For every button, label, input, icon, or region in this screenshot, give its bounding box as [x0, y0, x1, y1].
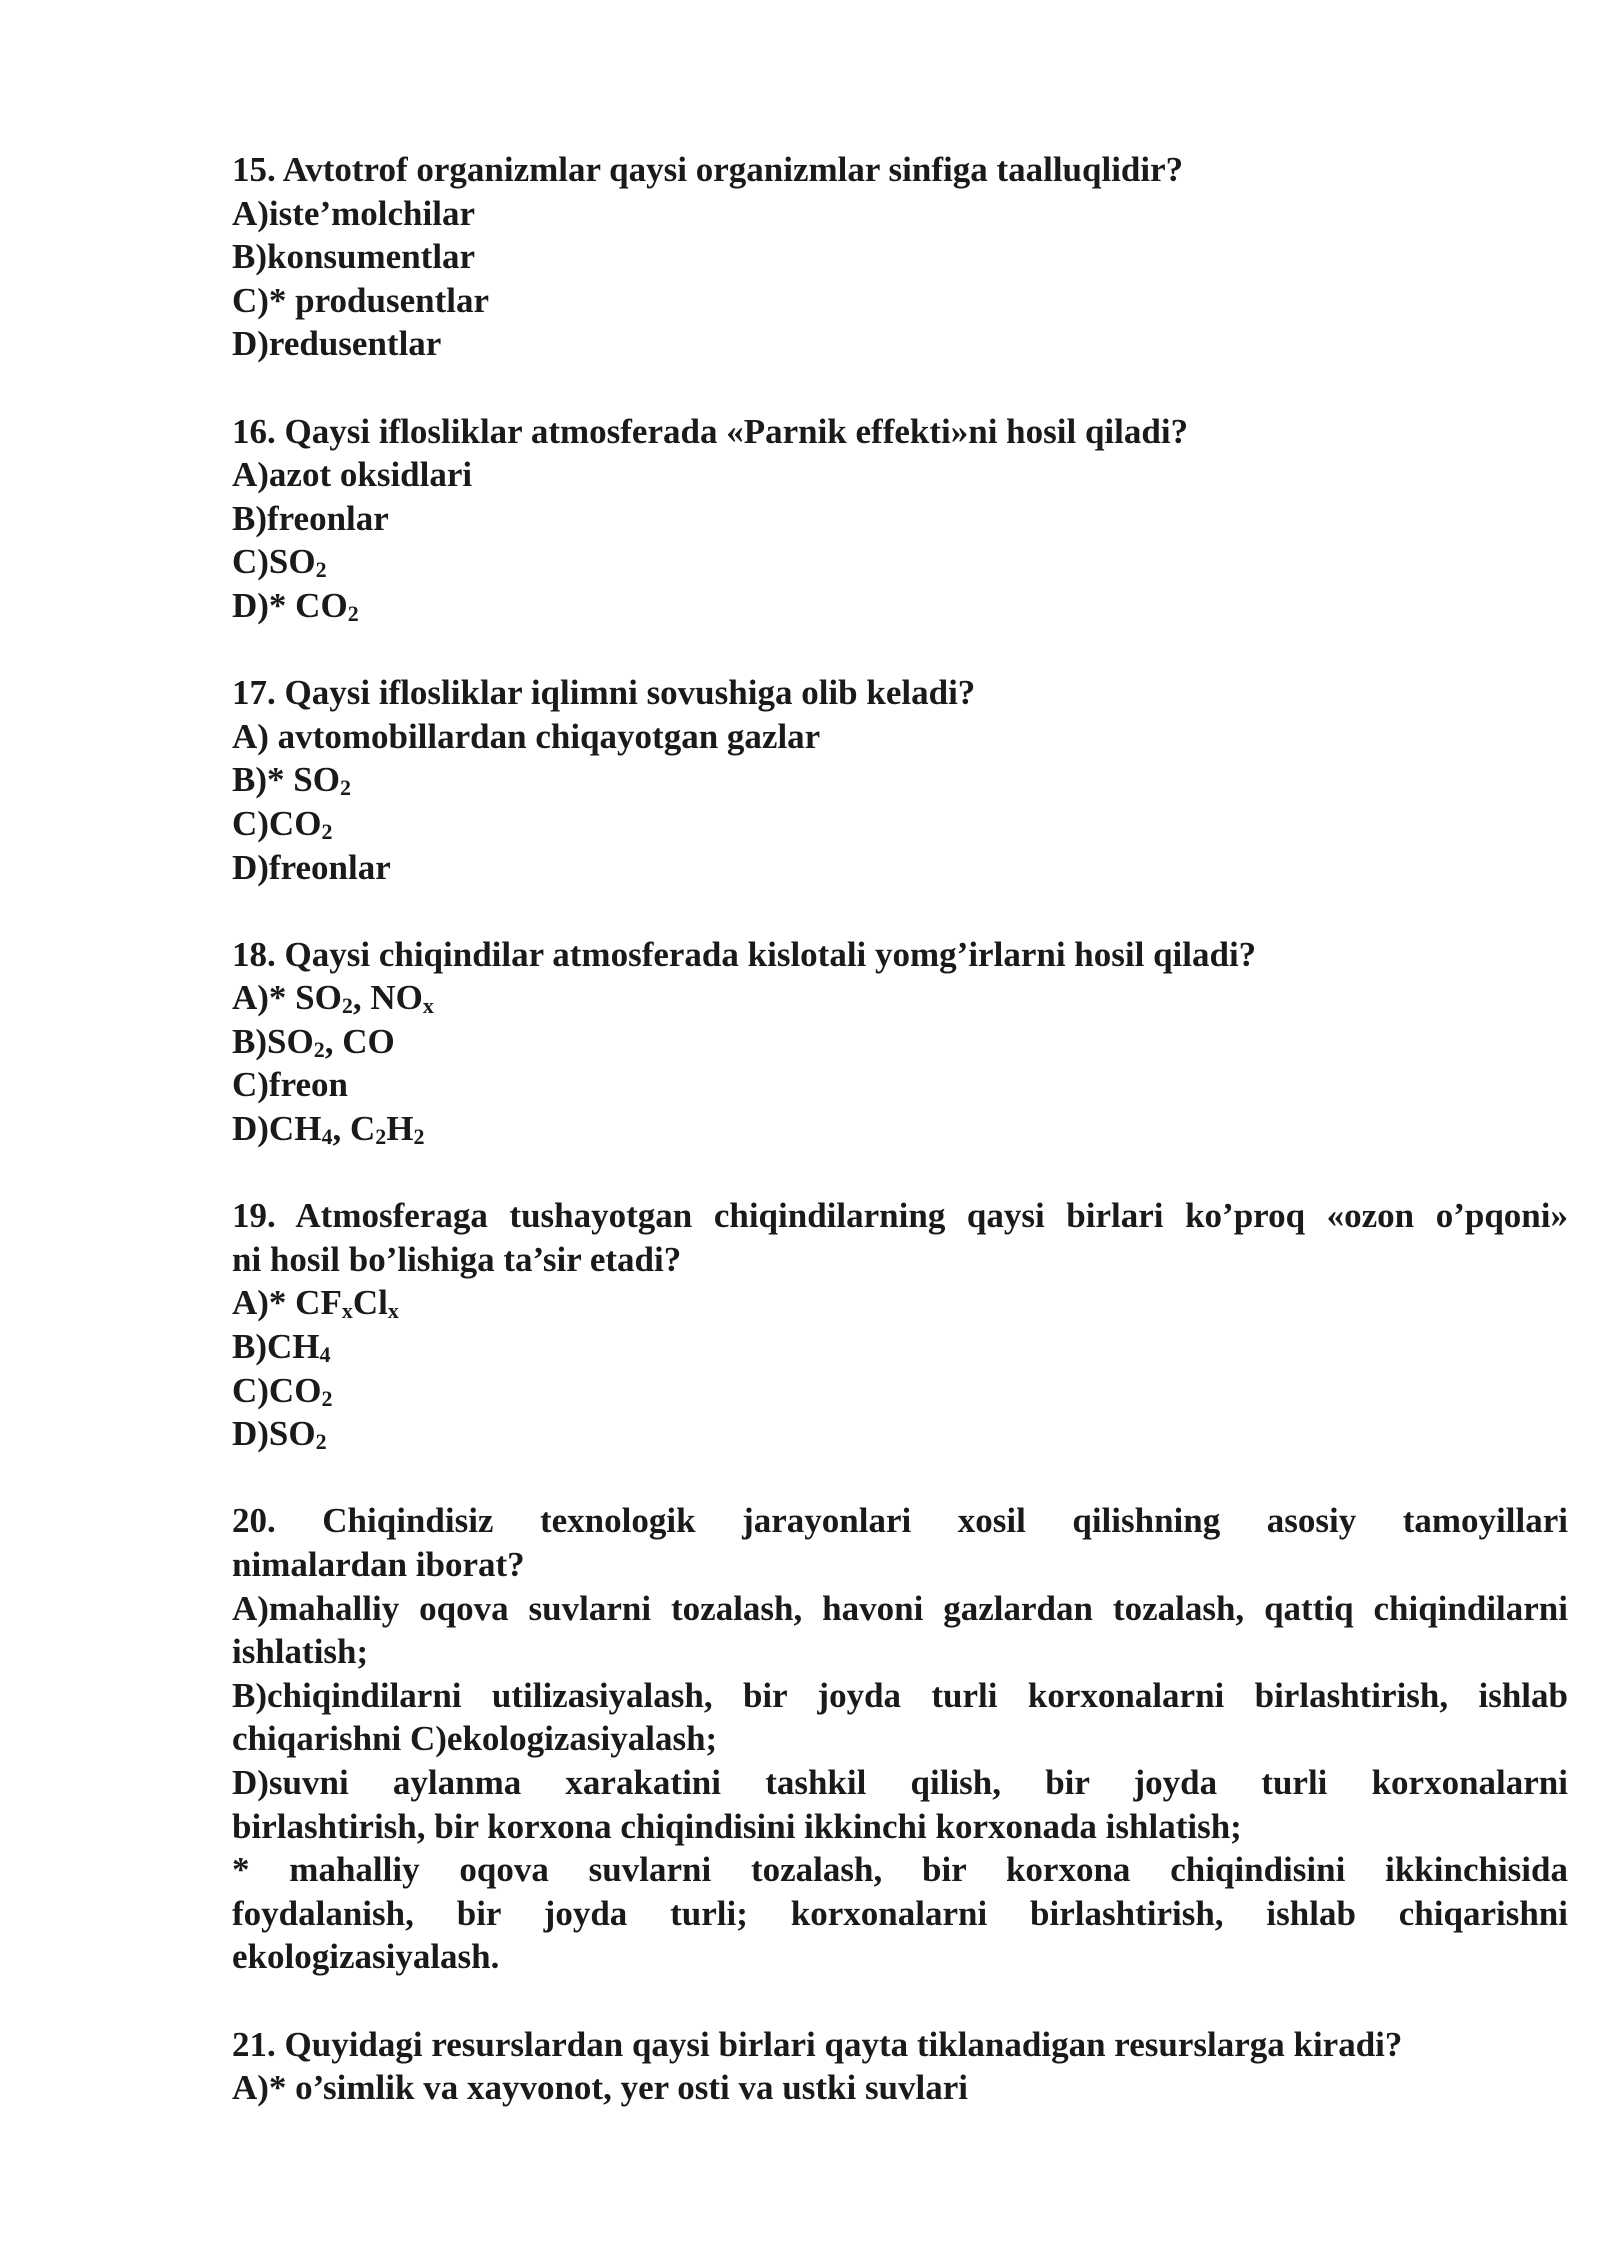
answer-option-d	[232, 1107, 1568, 1151]
subscript: x	[387, 1298, 399, 1324]
subscript: 4	[321, 1124, 333, 1150]
option-text: , C	[332, 1109, 376, 1149]
option-text: D)CH	[232, 1109, 322, 1149]
subscript: x	[341, 1298, 353, 1324]
answer-option-b: B)konsumentlar	[232, 237, 476, 277]
option-text: B)CH	[232, 1327, 320, 1367]
subscript: 2	[375, 1124, 387, 1150]
answer-option-correct: foydalanish, bir joyda turli; korxonalarni birlashtirish, ishlab chiqarishni	[232, 1893, 1568, 1933]
question-19	[232, 1194, 1568, 1456]
option-text: C)CO	[232, 1370, 322, 1410]
option-text: C)CO	[232, 803, 322, 843]
question-stem: 18. Qaysi chiqindilar atmosferada kislotali yomg’irlarni hosil qiladi?	[232, 934, 1257, 974]
option-text: , CO	[324, 1021, 395, 1061]
subscript: 2	[321, 818, 333, 844]
question-21	[232, 2023, 1568, 2110]
option-text: D)* CO	[232, 585, 348, 625]
answer-option-d	[232, 1412, 1568, 1456]
subscript: 2	[341, 993, 353, 1019]
question-16	[232, 410, 1568, 628]
answer-option-b	[232, 1325, 1568, 1369]
answer-option-c	[232, 1369, 1568, 1413]
option-text: B)SO	[232, 1021, 314, 1061]
answer-option-a	[232, 1281, 1568, 1325]
question-stem: 16. Qaysi ifloslіklar atmosferada «Parnik effekti»ni hosil qiladi?	[232, 411, 1189, 451]
option-text: A)* SO	[232, 978, 342, 1018]
question-stem: ni hosil bo’lishiga ta’sir etadi?	[232, 1239, 682, 1279]
answer-option-a: A)azot oksidlari	[232, 455, 473, 495]
subscript: 2	[313, 1036, 325, 1062]
question-stem: 19. Atmosferaga tushayotgan chiqindilarning qaysi birlari ko’proq «ozon o’pqoni»	[232, 1196, 1568, 1236]
answer-option-d: birlashtirish, bir korxona chiqindisini ikkinchi korxonada ishlatish;	[232, 1806, 1242, 1846]
answer-option-d: D)suvni aylanma xarakatini tashkil qilish, bir joyda turli korxonalarni	[232, 1762, 1568, 1802]
subscript: x	[422, 993, 434, 1019]
answer-option-a	[232, 976, 1568, 1020]
answer-option-correct: * mahalliy oqova suvlarni tozalash, bir korxona chiqindisini ikkinchisida	[232, 1850, 1568, 1890]
answer-option-a: A)mahalliy oqova suvlarni tozalash, havoni gazlardan tozalash, qattiq chiqindilarni	[232, 1588, 1568, 1628]
subscript: 2	[347, 600, 359, 626]
answer-option-b	[232, 758, 1568, 802]
option-text: B)* SO	[232, 760, 340, 800]
question-18	[232, 933, 1568, 1151]
answer-option-d: D)freonlar	[232, 847, 391, 887]
answer-option-d	[232, 584, 1568, 628]
answer-option-a: ishlatish;	[232, 1632, 369, 1672]
answer-option-correct: ekologizasiyalash.	[232, 1937, 500, 1977]
question-stem: 21. Quyidagi resurslardan qaysi birlari qayta tiklanadigan resurslarga kiradi?	[232, 2024, 1403, 2064]
subscript: 2	[315, 557, 327, 583]
answer-option-a: A) avtomobillardan chiqayotgan gazlar	[232, 716, 821, 756]
question-stem: nimalardan iborat?	[232, 1545, 525, 1584]
option-text: A)* CF	[232, 1283, 342, 1323]
answer-option-b: chiqarishni C)ekologizasiyalash;	[232, 1719, 718, 1759]
answer-option-c	[232, 540, 1568, 584]
option-text: H	[386, 1109, 414, 1149]
subscript: 2	[413, 1124, 425, 1150]
answer-option-c: C)freon	[232, 1065, 348, 1105]
option-text: Cl	[352, 1283, 388, 1323]
answer-option-c	[232, 802, 1568, 846]
question-stem: 20. Chiqindisiz texnologik jarayonlari xosil qilishning asosiy tamoyillari	[232, 1501, 1568, 1541]
option-text: C)SO	[232, 542, 316, 582]
subscript: 2	[321, 1385, 333, 1411]
subscript: 4	[319, 1342, 331, 1368]
answer-option-d: D)redusentlar	[232, 324, 442, 364]
answer-option-a: A)* o’simlik va xayvonot, yer osti va ustki suvlari	[232, 2068, 969, 2108]
answer-option-c: C)* produsentlar	[232, 280, 490, 320]
answer-option-b: B)chiqindilarni utilizasiyalash, bir joyda turli korxonalarni birlashtirish, ishlab	[232, 1675, 1568, 1715]
answer-option-a: A)iste’molchilar	[232, 193, 475, 233]
answer-option-b: B)freonlar	[232, 498, 389, 538]
answer-option-b	[232, 1020, 1568, 1064]
option-text: D)SO	[232, 1414, 316, 1454]
question-20	[232, 1499, 1568, 1979]
question-15	[232, 148, 1568, 366]
question-stem: 15. Avtotrof organizmlar qaysi organizmlar sinfiga taalluqlidir?	[232, 150, 1184, 189]
document-page	[232, 148, 1568, 2153]
subscript: 2	[339, 775, 351, 801]
question-17	[232, 671, 1568, 889]
option-text: , NO	[352, 978, 423, 1018]
question-stem: 17. Qaysi ifloslіklar iqlimni sovushiga olib keladi?	[232, 673, 976, 713]
subscript: 2	[315, 1429, 327, 1455]
